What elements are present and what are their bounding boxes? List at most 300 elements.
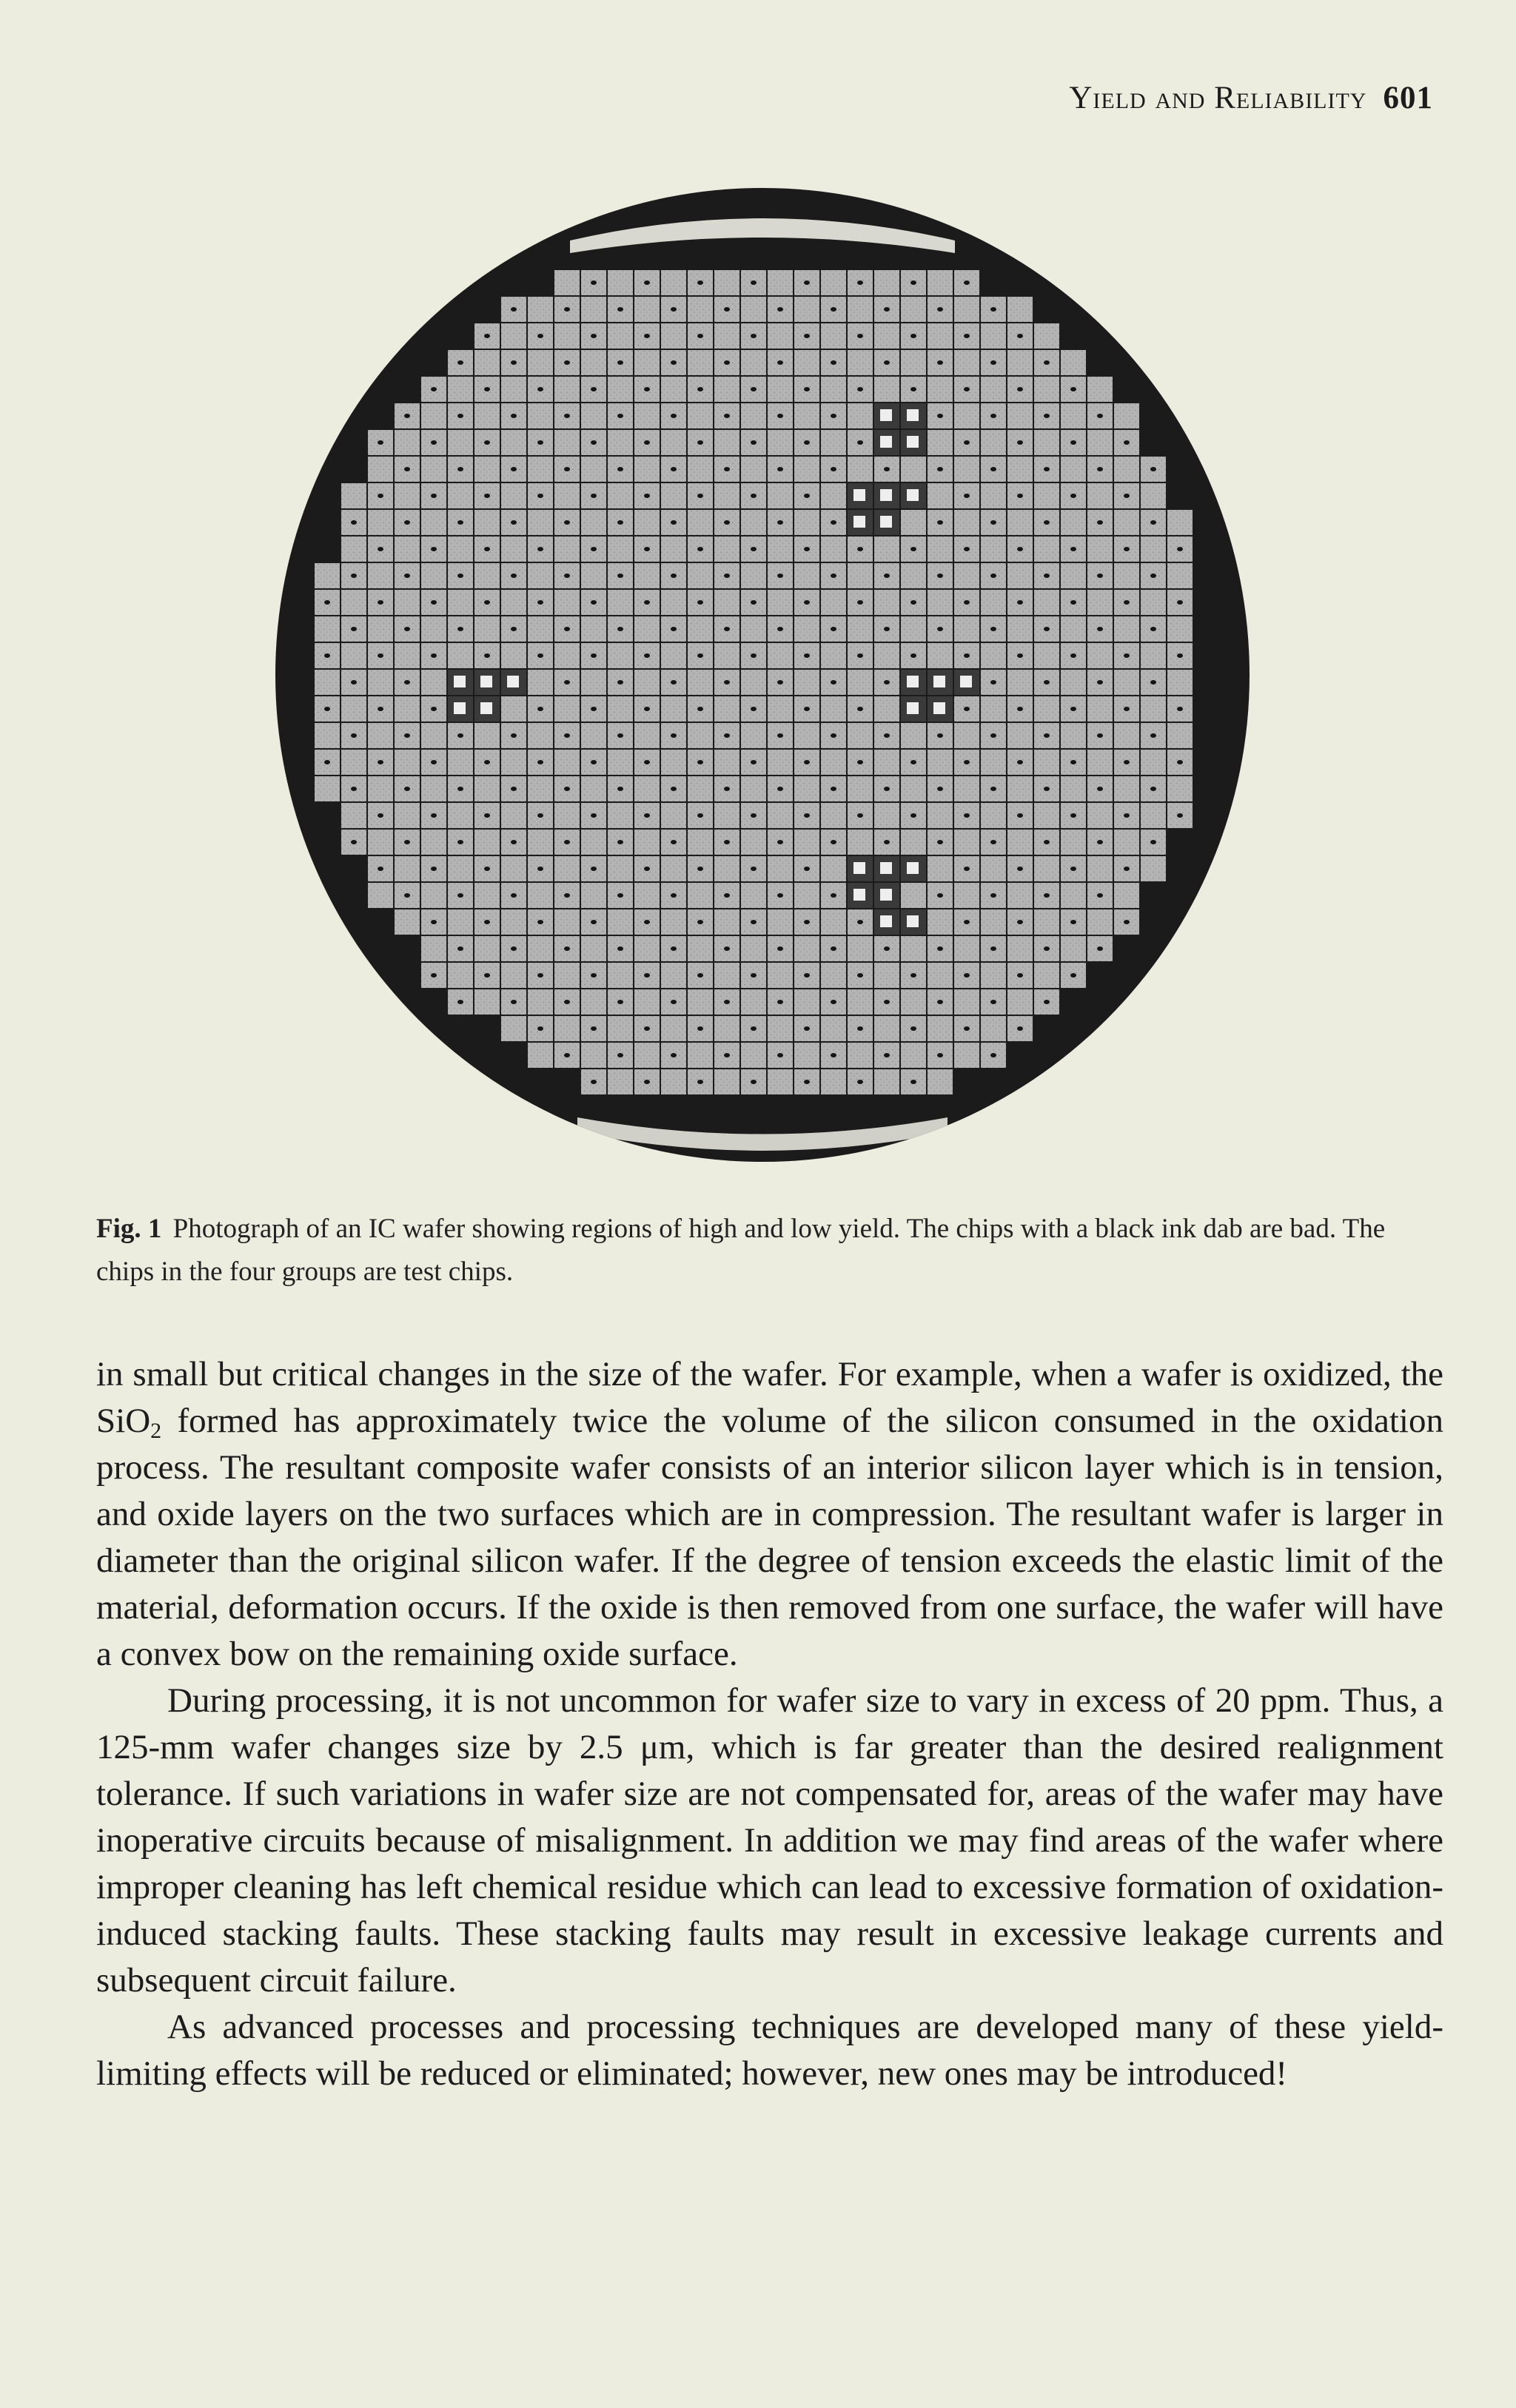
ink-dab [831,360,836,365]
ink-dab [857,600,863,605]
ink-dab [511,467,517,471]
wafer-chip [714,430,739,455]
ink-dab [1177,707,1183,711]
ink-dab [804,760,810,764]
wafer-chip [741,830,766,855]
ink-dab [777,414,783,418]
ink-dab [724,414,730,418]
ink-dab [537,760,543,764]
ink-dab [937,307,943,312]
wafer-chip [421,670,446,695]
ink-dab [1150,574,1156,578]
wafer-chip [901,297,926,322]
ink-dab [564,680,570,685]
ink-dab [884,467,890,471]
wafer-chip [661,1069,686,1094]
wafer-chip [1061,830,1086,855]
ink-dab [804,280,810,285]
wafer-chip [1034,377,1059,402]
wafer-chip [474,403,500,428]
wafer-chip [874,803,899,828]
wafer-chip [848,616,873,642]
wafer-chip [1007,510,1033,535]
ink-dab [404,627,410,631]
ink-dab [351,787,357,791]
ink-dab [910,653,916,658]
wafer-chip [1114,723,1139,748]
ink-dab [1070,387,1076,391]
wafer-chip [1087,430,1113,455]
ink-dab [831,574,836,578]
ink-dab [1097,840,1103,844]
ink-dab [990,627,996,631]
ink-dab [1177,600,1183,605]
ink-dab [457,467,463,471]
wafer-chip [501,856,526,881]
ink-dab [964,813,970,818]
test-chip-pattern [933,702,945,714]
ink-dab [431,600,437,605]
ink-dab [937,840,943,844]
wafer-chip [315,563,340,588]
wafer-chip [581,350,606,375]
ink-dab [964,387,970,391]
wafer-chip [421,883,446,908]
wafer-chip [688,350,713,375]
wafer-chip [741,457,766,482]
wafer-chip [1167,510,1193,535]
ink-dab [431,920,437,924]
wafer-chip [714,590,739,615]
test-chip-pattern [853,889,865,901]
ink-dab [990,307,996,312]
wafer-chip [954,403,979,428]
test-chip-pattern [907,915,919,927]
wafer-chip [981,750,1006,775]
wafer-chip [928,963,953,988]
ink-dab [831,1053,836,1057]
ink-dab [697,547,703,551]
wafer-chip [661,590,686,615]
ink-dab [884,627,890,631]
ink-dab [564,627,570,631]
test-chip-pattern [454,676,466,687]
wafer-chip [1087,537,1113,562]
wafer-chip [1034,643,1059,668]
wafer-chip [981,430,1006,455]
wafer-chip [501,323,526,349]
ink-dab [964,760,970,764]
ink-dab [1017,387,1023,391]
ink-dab [511,893,517,898]
wafer-chip [528,297,553,322]
wafer-chip [928,483,953,508]
wafer-chip [501,643,526,668]
ink-dab [1044,946,1050,951]
wafer-chip [901,510,926,535]
ink-dab [537,387,543,391]
wafer-chip [448,750,473,775]
wafer-chip [901,1043,926,1068]
ink-dab [511,414,517,418]
ink-dab [884,787,890,791]
ink-dab [990,467,996,471]
ink-dab [1044,520,1050,525]
wafer-chip [768,483,793,508]
ink-dab [511,840,517,844]
ink-dab [484,920,490,924]
wafer-chip [714,323,739,349]
ink-dab [564,467,570,471]
ink-dab [1070,707,1076,711]
ink-dab [1150,680,1156,685]
wafer-chip [928,537,953,562]
ink-dab [777,360,783,365]
wafer-chip [581,616,606,642]
wafer-chip [528,403,553,428]
wafer-chip [874,537,899,562]
ink-dab [724,574,730,578]
wafer-chip [741,776,766,801]
wafer-chip [1087,483,1113,508]
wafer-chip [315,616,340,642]
wafer-chip [474,830,500,855]
ink-dab [990,840,996,844]
wafer-chip [1141,590,1166,615]
wafer-chip [661,856,686,881]
ink-dab [564,733,570,738]
wafer-chip [928,750,953,775]
test-chip-pattern [907,409,919,421]
wafer-chip [608,909,633,935]
ink-dab [378,494,383,498]
ink-dab [964,600,970,605]
ink-dab [351,520,357,525]
wafer-chip [661,1016,686,1041]
wafer-chip [528,457,553,482]
wafer-chip [901,616,926,642]
test-chip-pattern [907,862,919,874]
wafer-chip [714,1016,739,1041]
wafer-chip [395,803,420,828]
ink-dab [617,893,623,898]
wafer-chip [1141,643,1166,668]
wafer-chip [1034,909,1059,935]
wafer-chip [1007,403,1033,428]
wafer-chip [528,350,553,375]
wafer-chip [901,457,926,482]
wafer-chip [741,989,766,1015]
wafer-chip [901,830,926,855]
wafer-chip [554,377,580,402]
ink-dab [671,1053,677,1057]
ink-dab [831,733,836,738]
ink-dab [511,946,517,951]
wafer-chip [714,750,739,775]
wafer-chip [608,803,633,828]
ink-dab [671,627,677,631]
wafer-chip [981,377,1006,402]
ink-dab [884,1053,890,1057]
ink-dab [697,1026,703,1031]
ink-dab [751,547,757,551]
ink-dab [831,893,836,898]
wafer-chip [474,457,500,482]
ink-dab [724,733,730,738]
ink-dab [484,334,490,338]
wafer-chip [901,350,926,375]
wafer-chip [768,803,793,828]
wafer-chip [608,963,633,988]
paragraph-3: As advanced processes and processing techniques are developed many of these yield-limiting effects will be reduced or eliminated; however, new ones may be introduced! [96,2008,1443,2093]
wafer-chip [368,723,393,748]
wafer-chip [528,1043,553,1068]
wafer-chip [741,563,766,588]
ink-dab [431,440,437,445]
ink-dab [990,1000,996,1004]
wafer-chip [554,643,580,668]
ink-dab [724,360,730,365]
ink-dab [1124,600,1130,605]
ink-dab [777,1000,783,1004]
ink-dab [1017,653,1023,658]
ink-dab [671,680,677,685]
wafer-chip [1167,776,1193,801]
ink-dab [1070,547,1076,551]
wafer-chip [768,643,793,668]
ink-dab [1097,787,1103,791]
ink-dab [964,280,970,285]
paragraph-1 [96,1351,1443,1678]
wafer-chip [1167,723,1193,748]
test-chip-pattern [907,702,919,714]
wafer-chip [794,776,819,801]
wafer-chip [768,909,793,935]
wafer-chip [1114,616,1139,642]
wafer-chip [474,723,500,748]
wafer-chip [821,323,846,349]
wafer-chip [554,696,580,722]
ink-dab [777,467,783,471]
ink-dab [644,813,650,818]
wafer-chip [474,350,500,375]
ink-dab [484,547,490,551]
ink-dab [751,707,757,711]
ink-dab [751,280,757,285]
ink-dab [751,387,757,391]
wafer-chip [661,377,686,402]
wafer-chip [928,270,953,295]
ink-dab [617,360,623,365]
ink-dab [617,307,623,312]
wafer-chip [821,430,846,455]
ink-dab [831,627,836,631]
wafer-chip [1007,350,1033,375]
wafer-chip [768,323,793,349]
wafer-chip [448,377,473,402]
ink-dab [697,600,703,605]
wafer-chip [928,643,953,668]
ink-dab [591,653,597,658]
ink-dab [1124,867,1130,871]
ink-dab [831,467,836,471]
ink-dab [884,574,890,578]
wafer-chip [554,963,580,988]
ink-dab [1070,494,1076,498]
ink-dab [644,920,650,924]
ink-dab [990,1053,996,1057]
ink-dab [884,680,890,685]
ink-dab [1124,653,1130,658]
ink-dab [724,520,730,525]
body-text [96,1351,1443,2097]
wafer-chip [1007,936,1033,961]
ink-dab [1150,840,1156,844]
wafer-chip [315,670,340,695]
ink-dab [564,840,570,844]
ink-dab [937,414,943,418]
ink-dab [1044,574,1050,578]
wafer-chip [501,537,526,562]
wafer-chip [768,537,793,562]
ink-dab [990,520,996,525]
test-chip-pattern [853,862,865,874]
ink-dab [1070,653,1076,658]
ink-dab [617,733,623,738]
wafer-chip [554,323,580,349]
ink-dab [1150,733,1156,738]
ink-dab [511,574,517,578]
wafer-chip [1087,750,1113,775]
ink-dab [804,547,810,551]
ink-dab [1150,520,1156,525]
ink-dab [777,733,783,738]
wafer-chip [954,723,979,748]
wafer-chip [1114,883,1139,908]
wafer-chip [1167,670,1193,695]
ink-dab [937,360,943,365]
ink-dab [804,920,810,924]
ink-dab [404,680,410,685]
ink-dab [1044,1000,1050,1004]
ink-dab [910,1080,916,1084]
wafer-chip [634,616,660,642]
ink-dab [324,760,330,764]
wafer-chip [528,989,553,1015]
wafer-chip [768,696,793,722]
ink-dab [857,760,863,764]
ink-dab [484,973,490,978]
wafer-chip [608,537,633,562]
wafer-chip [554,1016,580,1041]
ink-dab [617,680,623,685]
wafer-chip [474,616,500,642]
ink-dab [644,600,650,605]
wafer-chip [581,670,606,695]
ink-dab [1017,1026,1023,1031]
wafer-chip [741,510,766,535]
wafer-chip [395,590,420,615]
wafer-chip [554,270,580,295]
ink-dab [1177,653,1183,658]
wafer-chip [821,1016,846,1041]
wafer-chip [1087,696,1113,722]
ink-dab [644,387,650,391]
wafer-chip [1034,750,1059,775]
wafer-chip [661,909,686,935]
wafer-chip [581,297,606,322]
ink-dab [1017,494,1023,498]
sio2-subscript: 2 [150,1419,162,1443]
ink-dab [591,387,597,391]
ink-dab [777,680,783,685]
test-chip-pattern [880,409,892,421]
ink-dab [564,360,570,365]
wafer-chip [608,750,633,775]
wafer-chip [661,270,686,295]
ink-dab [831,520,836,525]
wafer-chip [1114,457,1139,482]
wafer-chip [395,696,420,722]
test-chip-pattern [454,702,466,714]
wafer-chip [928,590,953,615]
wafer-chip [528,776,553,801]
test-chip-pattern [907,676,919,687]
ink-dab [857,1080,863,1084]
wafer-chip [634,830,660,855]
wafer-photograph [252,178,1273,1184]
ink-dab [378,707,383,711]
wafer-chip [688,883,713,908]
wafer-chip [794,457,819,482]
wafer-chip [1087,803,1113,828]
ink-dab [777,520,783,525]
ink-dab [671,307,677,312]
ink-dab [697,334,703,338]
ink-dab [804,867,810,871]
ink-dab [1070,920,1076,924]
test-chip-pattern [480,702,492,714]
wafer-chip [1007,830,1033,855]
ink-dab [644,653,650,658]
wafer-chip [634,670,660,695]
test-chip-pattern [880,889,892,901]
wafer-chip [448,430,473,455]
ink-dab [697,867,703,871]
ink-dab [937,1000,943,1004]
wafer-chip [794,297,819,322]
wafer-chip [554,803,580,828]
wafer-chip [901,883,926,908]
wafer-chip [448,963,473,988]
wafer-chip [634,510,660,535]
wafer-chip [501,909,526,935]
wafer-chip [1087,643,1113,668]
wafer-chip [848,563,873,588]
ink-dab [457,1000,463,1004]
wafer-chip [928,1069,953,1094]
wafer-chip [768,377,793,402]
wafer-chip [474,936,500,961]
wafer-chip [741,297,766,322]
wafer-chip [448,909,473,935]
ink-dab [431,760,437,764]
wafer-chip [528,830,553,855]
ink-dab [751,334,757,338]
ink-dab [751,494,757,498]
wafer-chip [1007,670,1033,695]
wafer-chip [1141,483,1166,508]
